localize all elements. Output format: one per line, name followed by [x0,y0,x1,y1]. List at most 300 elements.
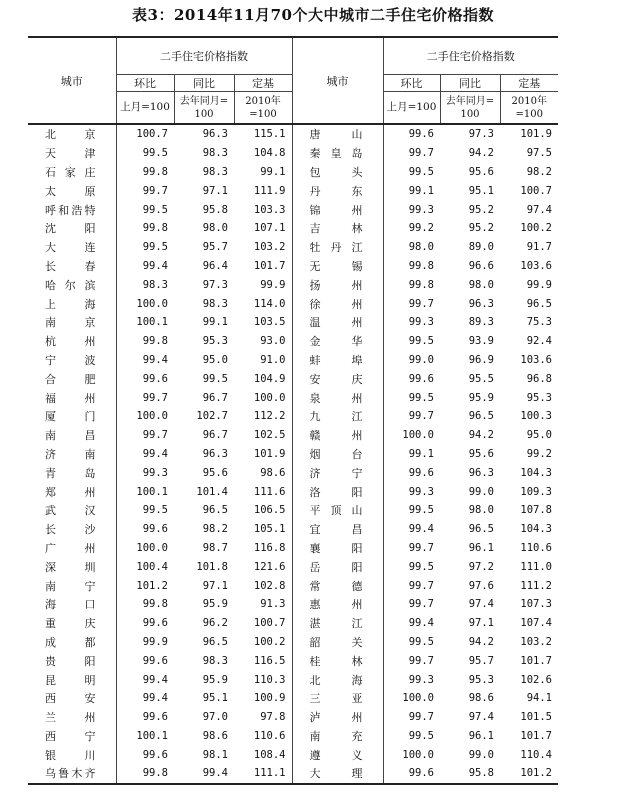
table-row [28,689,558,708]
tongbi-value-right: 96.3 [468,466,494,479]
city-name-right: 泸州 [292,708,383,727]
tongbi-value-left: 99.5 [202,372,228,385]
tongbi-value-left: 98.3 [202,147,228,160]
city-name-right: 平顶山 [292,501,383,520]
city-name-left: 太原 [28,181,116,200]
huanbi-value-left: 100.4 [136,560,168,573]
dingji-value-left: 91.3 [260,598,286,611]
huanbi-value-right: 99.5 [408,165,434,178]
huanbi-value-left: 99.8 [142,165,168,178]
huanbi-value-left: 99.4 [142,447,168,460]
city-name-left: 大连 [28,238,116,257]
tongbi-value-right: 97.4 [468,711,494,724]
dingji-value-right: 111.0 [520,560,552,573]
table-row [28,313,558,332]
huanbi-value-right: 99.2 [408,222,434,235]
huanbi-value-right: 99.5 [408,635,434,648]
huanbi-value-right: 99.8 [408,278,434,291]
table-row [28,238,558,257]
index-group-header-left: 二手住宅价格指数 [116,37,292,75]
huanbi-value-right: 99.7 [408,711,434,724]
dingji-value-right: 109.3 [520,485,552,498]
huanbi-value-left: 100.0 [136,541,168,554]
city-name-right: 桂林 [292,651,383,670]
huanbi-value-left: 98.3 [142,278,168,291]
dingji-value-right: 91.7 [526,241,552,254]
huanbi-value-right: 99.1 [408,184,434,197]
dingji-value-right: 75.3 [526,316,552,329]
city-name-right: 襄阳 [292,539,383,558]
city-name-right: 济宁 [292,463,383,482]
table-row [28,576,558,595]
dingji-value-left: 108.4 [253,748,286,761]
dingji-value-left: 101.9 [253,447,286,460]
tongbi-value-left: 96.3 [202,128,228,141]
dingji-base-left: 2010年 =100 [234,92,292,125]
city-name-left: 海口 [28,595,116,614]
tongbi-value-left: 99.4 [174,764,234,784]
tongbi-base-right: 去年同月= 100 [440,92,500,125]
huanbi-value-left: 99.6 [142,711,168,724]
city-name-left: 长沙 [28,520,116,539]
city-name-right: 常德 [292,576,383,595]
table-row [28,257,558,276]
tongbi-value-right: 94.2 [468,635,494,648]
huanbi-value-left: 99.4 [142,353,168,366]
dingji-value-left: 110.6 [253,729,286,742]
city-name-right: 赣州 [292,426,383,445]
tongbi-value-left: 98.6 [202,729,228,742]
dingji-value-left: 111.1 [234,764,292,784]
dingji-value-left: 103.3 [253,203,286,216]
tongbi-value-right: 95.6 [468,447,494,460]
city-name-left: 武汉 [28,501,116,520]
tongbi-value-left: 98.7 [202,541,228,554]
city-name-right: 岳阳 [292,557,383,576]
huanbi-value-left: 99.9 [142,635,168,648]
tongbi-value-right: 95.6 [468,165,494,178]
city-name-right: 无锡 [292,257,383,276]
table-body [28,124,558,784]
table-row [28,651,558,670]
city-name-right: 秦皇岛 [292,144,383,163]
table-row [28,614,558,633]
huanbi-value-left: 99.6 [142,523,168,536]
huanbi-value-right: 100.0 [402,748,434,761]
city-name-right: 南充 [292,727,383,746]
huanbi-value-right: 99.3 [408,316,434,329]
city-name-left: 南京 [28,313,116,332]
city-name-left: 呼和浩特 [28,200,116,219]
dingji-value-left: 103.5 [253,316,286,329]
dingji-value-left: 105.1 [253,523,286,536]
city-name-left: 成都 [28,633,116,652]
city-name-left: 兰州 [28,708,116,727]
city-name-left: 乌鲁木齐 [28,764,116,784]
huanbi-value-right: 99.7 [408,297,434,310]
huanbi-value-right: 99.7 [408,147,434,160]
huanbi-value-right: 99.8 [408,259,434,272]
table-row [28,426,558,445]
tongbi-value-left: 101.8 [196,560,228,573]
city-name-right: 惠州 [292,595,383,614]
tongbi-value-left: 96.7 [202,391,228,404]
tongbi-value-left: 95.9 [202,598,228,611]
city-name-right: 锦州 [292,200,383,219]
dingji-value-right: 100.7 [520,184,552,197]
tongbi-value-left: 95.0 [202,353,228,366]
city-name-left: 深圳 [28,557,116,576]
dingji-value-right: 96.8 [526,372,552,385]
tongbi-value-right: 95.9 [468,391,494,404]
dingji-value-right: 98.2 [526,165,552,178]
huanbi-value-right: 99.5 [408,560,434,573]
huanbi-value-left: 100.0 [136,297,168,310]
price-index-table [28,36,558,785]
dingji-value-left: 100.7 [253,617,286,630]
city-name-left: 济南 [28,445,116,464]
city-name-right: 包头 [292,163,383,182]
dingji-value-left: 100.0 [253,391,286,404]
city-name-right: 湛江 [292,614,383,633]
tongbi-value-right: 99.0 [468,485,494,498]
dingji-value-right: 102.6 [520,673,552,686]
huanbi-base-left: 上月=100 [116,92,174,125]
tongbi-value-right: 95.8 [440,764,500,784]
dingji-value-right: 104.3 [520,523,552,536]
huanbi-value-right: 98.0 [408,241,434,254]
dingji-value-right: 96.5 [526,297,552,310]
city-name-left: 厦门 [28,407,116,426]
city-name-right: 遵义 [292,745,383,764]
city-name-right: 牡丹江 [292,238,383,257]
huanbi-value-left: 99.4 [142,259,168,272]
dingji-value-left: 116.5 [253,654,286,667]
dingji-value-left: 93.0 [260,335,286,348]
dingji-value-left: 100.2 [253,635,286,648]
city-name-right: 唐山 [292,124,383,144]
tongbi-value-left: 97.3 [202,278,228,291]
table-row [28,501,558,520]
dingji-value-right: 107.8 [520,504,552,517]
huanbi-value-left: 99.7 [142,391,168,404]
dingji-value-left: 100.9 [253,692,286,705]
huanbi-value-right: 99.3 [408,485,434,498]
tongbi-value-right: 96.5 [468,523,494,536]
dingji-header-right: 定基 [500,75,558,92]
dingji-value-right: 92.4 [526,335,552,348]
index-group-header-right: 二手住宅价格指数 [383,37,558,75]
tongbi-value-left: 96.7 [202,429,228,442]
dingji-value-right: 94.1 [526,692,552,705]
huanbi-value-left: 100.1 [136,485,168,498]
tongbi-value-left: 96.2 [202,617,228,630]
dingji-value-right: 110.6 [520,541,552,554]
huanbi-value-left: 100.1 [136,316,168,329]
city-name-right: 泉州 [292,388,383,407]
table-row [28,124,558,144]
huanbi-value-left: 99.7 [142,429,168,442]
table-row [28,445,558,464]
tongbi-value-right: 96.5 [468,410,494,423]
tongbi-value-right: 98.0 [468,504,494,517]
tongbi-value-right: 98.6 [468,692,494,705]
dingji-value-right: 111.2 [520,579,552,592]
huanbi-value-left: 99.8 [142,335,168,348]
huanbi-value-left: 99.6 [142,654,168,667]
huanbi-value-left: 99.8 [142,598,168,611]
table-row [28,463,558,482]
dingji-value-right: 101.7 [520,654,552,667]
table-row [28,144,558,163]
dingji-value-left: 107.1 [253,222,286,235]
dingji-value-right: 110.4 [520,748,552,761]
tongbi-value-left: 97.1 [202,184,228,197]
city-name-left: 宁波 [28,351,116,370]
tongbi-header-right: 同比 [440,75,500,92]
table-row [28,219,558,238]
table-row [28,181,558,200]
tongbi-value-left: 96.5 [202,635,228,648]
city-name-left: 天津 [28,144,116,163]
city-name-right: 九江 [292,407,383,426]
huanbi-value-right: 99.7 [408,410,434,423]
city-name-left: 昆明 [28,670,116,689]
huanbi-value-right: 100.0 [402,429,434,442]
table-row [28,633,558,652]
dingji-value-right: 101.9 [520,128,552,141]
tongbi-value-left: 95.6 [202,466,228,479]
dingji-value-left: 121.6 [253,560,286,573]
city-name-left: 郑州 [28,482,116,501]
city-name-left: 沈阳 [28,219,116,238]
huanbi-value-right: 99.1 [408,447,434,460]
huanbi-value-left: 99.6 [142,617,168,630]
dingji-header-left: 定基 [234,75,292,92]
table-row [28,200,558,219]
dingji-value-right: 97.5 [526,147,552,160]
huanbi-value-left: 99.5 [142,241,168,254]
huanbi-value-right: 99.0 [408,353,434,366]
table-row [28,163,558,182]
tongbi-value-right: 99.0 [468,748,494,761]
huanbi-value-right: 99.7 [408,654,434,667]
dingji-value-right: 103.6 [520,353,552,366]
dingji-value-right: 107.3 [520,598,552,611]
dingji-value-right: 100.2 [520,222,552,235]
city-name-right: 韶关 [292,633,383,652]
city-name-left: 福州 [28,388,116,407]
tongbi-value-right: 96.1 [468,541,494,554]
dingji-value-left: 111.6 [253,485,286,498]
dingji-value-left: 111.9 [253,184,286,197]
dingji-value-left: 115.1 [253,128,286,141]
tongbi-value-left: 99.1 [202,316,228,329]
huanbi-value-left: 99.5 [142,504,168,517]
city-header-right: 城市 [292,37,383,124]
huanbi-value-left: 99.6 [142,748,168,761]
city-name-right: 三亚 [292,689,383,708]
dingji-value-left: 104.9 [253,372,286,385]
city-name-left: 贵阳 [28,651,116,670]
city-name-left: 西宁 [28,727,116,746]
tongbi-value-left: 98.0 [202,222,228,235]
city-name-left: 银川 [28,745,116,764]
huanbi-value-left: 99.4 [142,673,168,686]
tongbi-value-left: 98.3 [202,297,228,310]
tongbi-value-right: 97.1 [468,617,494,630]
huanbi-value-left: 99.8 [142,222,168,235]
tongbi-value-left: 98.3 [202,654,228,667]
huanbi-value-left: 101.2 [136,579,168,592]
huanbi-value-left: 99.5 [142,203,168,216]
huanbi-value-right: 100.0 [402,692,434,705]
table-row [28,708,558,727]
city-header-left: 城市 [28,37,116,124]
huanbi-base-right: 上月=100 [383,92,440,125]
huanbi-value-left: 100.1 [136,729,168,742]
city-name-right: 徐州 [292,294,383,313]
city-name-right: 金华 [292,332,383,351]
tongbi-value-left: 96.4 [202,259,228,272]
huanbi-value-right: 99.5 [408,504,434,517]
table-row [28,482,558,501]
table-row [28,351,558,370]
dingji-value-right: 99.2 [526,447,552,460]
dingji-value-right: 100.3 [520,410,552,423]
dingji-value-left: 99.1 [260,165,286,178]
huanbi-value-right: 99.3 [408,673,434,686]
city-name-right: 洛阳 [292,482,383,501]
dingji-value-right: 103.2 [520,635,552,648]
tongbi-value-right: 95.2 [468,222,494,235]
huanbi-value-right: 99.5 [408,335,434,348]
city-name-left: 哈尔滨 [28,275,116,294]
tongbi-header-left: 同比 [174,75,234,92]
huanbi-value-right: 99.4 [408,617,434,630]
city-name-right: 丹东 [292,181,383,200]
table-row [28,670,558,689]
table-row [28,388,558,407]
tongbi-value-right: 95.3 [468,673,494,686]
city-name-right: 吉林 [292,219,383,238]
huanbi-value-right: 99.6 [408,466,434,479]
huanbi-value-right: 99.5 [408,729,434,742]
dingji-value-right: 107.4 [520,617,552,630]
city-name-left: 合肥 [28,369,116,388]
tongbi-value-right: 95.5 [468,372,494,385]
table-title: 表3：2014年11月70个大中城市二手住宅价格指数 [132,6,494,24]
city-name-left: 杭州 [28,332,116,351]
table-row [28,539,558,558]
huanbi-value-right: 99.7 [408,541,434,554]
table-row [28,764,558,784]
dingji-value-left: 103.2 [253,241,286,254]
city-name-right: 安庆 [292,369,383,388]
huanbi-value-left: 100.7 [136,128,168,141]
table-row [28,595,558,614]
dingji-value-left: 91.0 [260,353,286,366]
city-name-left: 广州 [28,539,116,558]
huanbi-value-left: 99.3 [142,466,168,479]
huanbi-value-right: 99.6 [383,764,440,784]
huanbi-value-right: 99.3 [408,203,434,216]
city-name-left: 西安 [28,689,116,708]
dingji-value-right: 104.3 [520,466,552,479]
tongbi-value-right: 89.3 [468,316,494,329]
tongbi-value-right: 89.0 [468,241,494,254]
huanbi-value-right: 99.6 [408,372,434,385]
huanbi-value-left: 99.8 [116,764,174,784]
huanbi-value-right: 99.7 [408,579,434,592]
table-row [28,369,558,388]
tongbi-value-left: 102.7 [196,410,228,423]
huanbi-header-right: 环比 [383,75,440,92]
tongbi-value-left: 95.8 [202,203,228,216]
huanbi-header-left: 环比 [116,75,174,92]
city-name-left: 南昌 [28,426,116,445]
tongbi-value-right: 96.1 [468,729,494,742]
city-name-left: 长春 [28,257,116,276]
dingji-value-right: 99.9 [526,278,552,291]
tongbi-value-left: 97.0 [202,711,228,724]
tongbi-value-right: 96.9 [468,353,494,366]
huanbi-value-right: 99.5 [408,391,434,404]
dingji-value-right: 95.0 [526,429,552,442]
tongbi-value-right: 96.3 [468,297,494,310]
table-row [28,332,558,351]
city-name-left: 上海 [28,294,116,313]
tongbi-value-right: 93.9 [468,335,494,348]
tongbi-value-right: 94.2 [468,429,494,442]
dingji-value-left: 102.5 [253,429,286,442]
tongbi-value-right: 97.2 [468,560,494,573]
huanbi-value-left: 99.7 [142,184,168,197]
city-name-right: 温州 [292,313,383,332]
huanbi-value-left: 99.6 [142,372,168,385]
tongbi-value-left: 95.7 [202,241,228,254]
city-name-right: 北海 [292,670,383,689]
table-row [28,275,558,294]
table-row [28,407,558,426]
dingji-value-left: 97.8 [260,711,286,724]
dingji-value-right: 103.6 [520,259,552,272]
dingji-value-right: 101.5 [520,711,552,724]
dingji-value-left: 110.3 [253,673,286,686]
huanbi-value-right: 99.6 [408,128,434,141]
dingji-value-left: 101.7 [253,259,286,272]
city-name-right: 大理 [292,764,383,784]
city-name-left: 南宁 [28,576,116,595]
tongbi-value-left: 95.1 [202,692,228,705]
tongbi-value-right: 94.2 [468,147,494,160]
dingji-value-right: 95.3 [526,391,552,404]
city-name-right: 烟台 [292,445,383,464]
dingji-value-left: 112.2 [253,410,286,423]
huanbi-value-right: 99.4 [408,523,434,536]
dingji-value-left: 102.8 [253,579,286,592]
table-row [28,557,558,576]
tongbi-value-right: 97.6 [468,579,494,592]
tongbi-value-left: 101.4 [196,485,228,498]
city-name-left: 北京 [28,124,116,144]
tongbi-value-left: 98.1 [202,748,228,761]
dingji-value-left: 104.8 [253,147,286,160]
tongbi-value-right: 96.6 [468,259,494,272]
tongbi-value-right: 97.3 [468,128,494,141]
city-name-right: 扬州 [292,275,383,294]
tongbi-value-right: 95.1 [468,184,494,197]
